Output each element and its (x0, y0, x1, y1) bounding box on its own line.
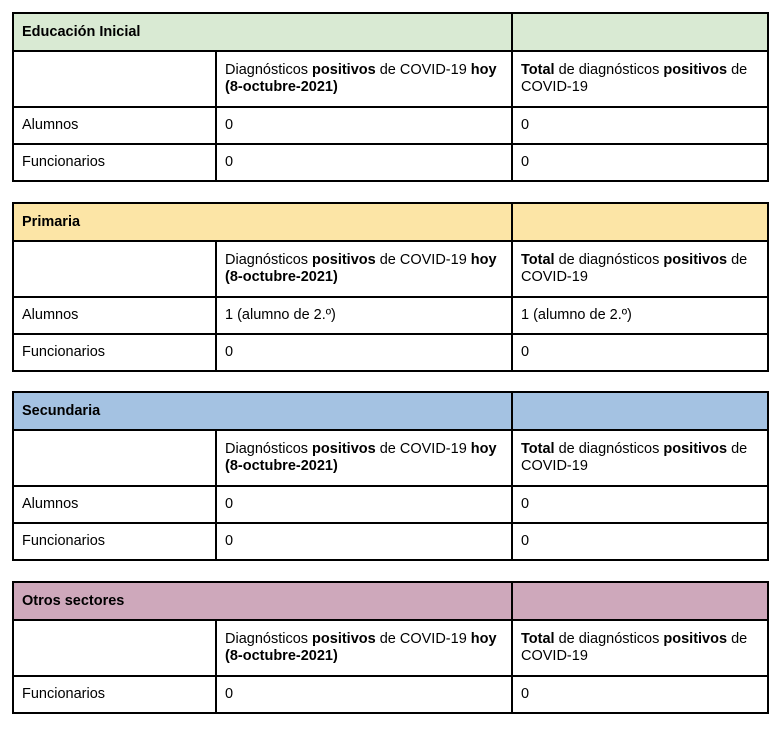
today-value: 0 (216, 486, 512, 523)
column-header-row (13, 51, 768, 107)
table-educacion-inicial (12, 12, 769, 182)
section-title-fill (512, 392, 768, 430)
section-title-row (13, 203, 768, 241)
section-title-fill (216, 392, 512, 430)
table-row (13, 676, 768, 713)
today-value: 0 (216, 676, 512, 713)
section-title-row (13, 392, 768, 430)
today-value: 0 (216, 334, 512, 371)
row-label: Funcionarios (13, 676, 216, 713)
table-row (13, 523, 768, 560)
total-value: 0 (512, 486, 768, 523)
table-row (13, 107, 768, 144)
table-primaria (12, 202, 769, 372)
section-title: Educación Inicial (13, 13, 216, 51)
row-label: Alumnos (13, 107, 216, 144)
table-otros-sectores (12, 581, 769, 714)
header-today-cell: Diagnósticos positivos de COVID-19 hoy (8-octubre-2021) (216, 620, 512, 676)
section-title-fill (216, 203, 512, 241)
empty-header-cell (13, 241, 216, 297)
row-label: Funcionarios (13, 144, 216, 181)
header-today-cell: Diagnósticos positivos de COVID-19 hoy (8-octubre-2021) (216, 430, 512, 486)
section-title-fill (512, 13, 768, 51)
header-total-cell: Total de diagnósticos positivos de COVID-19 (512, 620, 768, 676)
table-row (13, 486, 768, 523)
column-header-row (13, 620, 768, 676)
today-value: 1 (alumno de 2.º) (216, 297, 512, 334)
header-today-cell: Diagnósticos positivos de COVID-19 hoy (8-octubre-2021) (216, 51, 512, 107)
section-title-fill (216, 582, 512, 620)
section-title: Secundaria (13, 392, 216, 430)
empty-header-cell (13, 620, 216, 676)
section-title: Otros sectores (13, 582, 216, 620)
empty-header-cell (13, 430, 216, 486)
total-value: 1 (alumno de 2.º) (512, 297, 768, 334)
table-row (13, 297, 768, 334)
row-label: Funcionarios (13, 523, 216, 560)
section-title-fill (216, 13, 512, 51)
empty-header-cell (13, 51, 216, 107)
today-value: 0 (216, 144, 512, 181)
total-value: 0 (512, 334, 768, 371)
total-value: 0 (512, 107, 768, 144)
total-value: 0 (512, 523, 768, 560)
row-label: Alumnos (13, 486, 216, 523)
header-total-cell: Total de diagnósticos positivos de COVID-19 (512, 430, 768, 486)
table-row (13, 334, 768, 371)
table-row (13, 144, 768, 181)
today-value: 0 (216, 523, 512, 560)
section-title-row (13, 582, 768, 620)
today-value: 0 (216, 107, 512, 144)
total-value: 0 (512, 144, 768, 181)
row-label: Alumnos (13, 297, 216, 334)
header-today-cell: Diagnósticos positivos de COVID-19 hoy (8-octubre-2021) (216, 241, 512, 297)
table-secundaria (12, 391, 769, 561)
header-total-cell: Total de diagnósticos positivos de COVID-19 (512, 241, 768, 297)
row-label: Funcionarios (13, 334, 216, 371)
header-total-cell: Total de diagnósticos positivos de COVID-19 (512, 51, 768, 107)
column-header-row (13, 430, 768, 486)
section-title-fill (512, 582, 768, 620)
section-title: Primaria (13, 203, 216, 241)
column-header-row (13, 241, 768, 297)
section-title-row (13, 13, 768, 51)
section-title-fill (512, 203, 768, 241)
total-value: 0 (512, 676, 768, 713)
